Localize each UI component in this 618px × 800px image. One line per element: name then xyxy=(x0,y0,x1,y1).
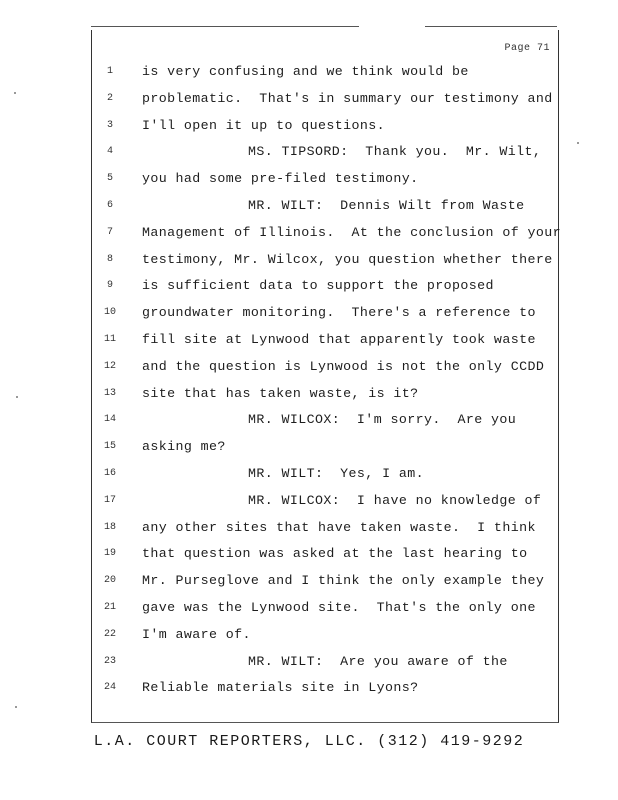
line-number: 19 xyxy=(103,548,116,560)
scan-speck xyxy=(16,396,18,398)
line-number: 12 xyxy=(103,360,116,372)
transcript-line-text: you had some pre-filed testimony. xyxy=(142,171,419,187)
transcript-line-text: MS. TIPSORD: Thank you. Mr. Wilt, xyxy=(248,144,542,160)
transcript-line-text: problematic. That's in summary our testimony and xyxy=(142,90,553,106)
transcript-line-text: gave was the Lynwood site. That's the only one xyxy=(142,600,536,615)
transcript-line-text: fill site at Lynwood that apparently took waste xyxy=(142,332,536,347)
scan-speck xyxy=(14,92,16,94)
transcript-line-text: MR. WILT: Are you aware of the xyxy=(248,653,508,669)
transcript-line-text: any other sites that have taken waste. I think xyxy=(142,519,536,535)
scan-speck xyxy=(15,706,17,708)
line-number: 9 xyxy=(106,280,113,292)
line-number: 17 xyxy=(103,494,116,506)
line-number: 3 xyxy=(106,119,113,131)
line-number: 16 xyxy=(103,468,116,479)
transcript-line-text: Mr. Purseglove and I think the only example they xyxy=(142,573,545,589)
transcript-line-text: I'm aware of. xyxy=(142,626,251,642)
line-number: 1 xyxy=(106,66,113,77)
transcript-line-text: MR. WILCOX: I have no knowledge of xyxy=(248,492,542,508)
transcript-line-text: testimony, Mr. Wilcox, you question whether there xyxy=(142,251,553,267)
scan-speck xyxy=(577,142,579,144)
transcript-line-text: is sufficient data to support the proposed xyxy=(142,278,494,294)
line-number: 7 xyxy=(106,226,113,238)
line-number: 11 xyxy=(103,334,116,345)
line-number: 18 xyxy=(103,521,116,533)
line-number: 24 xyxy=(103,682,116,694)
transcript-line-text: site that has taken waste, is it? xyxy=(142,385,419,401)
top-rule-left xyxy=(91,26,359,27)
line-number: 15 xyxy=(103,441,116,453)
transcript-line-text: and the question is Lynwood is not the only CCDD xyxy=(142,358,545,374)
line-number: 5 xyxy=(106,173,113,185)
transcript-line-text: Management of Illinois. At the conclusion of your xyxy=(142,224,561,240)
line-number: 2 xyxy=(106,92,113,104)
line-number: 6 xyxy=(106,200,113,211)
transcript-line-text: MR. WILT: Yes, I am. xyxy=(248,466,424,481)
transcript-line-text: groundwater monitoring. There's a reference to xyxy=(142,305,536,321)
line-number: 23 xyxy=(103,655,116,667)
line-number: 21 xyxy=(103,602,116,613)
transcript-line-text: that question was asked at the last hearing to xyxy=(142,546,528,562)
line-number: 4 xyxy=(106,146,113,158)
line-number: 10 xyxy=(103,307,116,319)
line-number: 22 xyxy=(103,628,116,640)
transcript-line-text: MR. WILCOX: I'm sorry. Are you xyxy=(248,412,517,428)
top-rule-right xyxy=(425,26,557,27)
line-number: 20 xyxy=(103,575,116,587)
transcript-line-text: asking me? xyxy=(142,439,226,455)
transcript-line-text: MR. WILT: Dennis Wilt from Waste xyxy=(248,198,525,213)
transcript-line-text: I'll open it up to questions. xyxy=(142,117,386,133)
transcript-page-frame xyxy=(91,30,559,723)
line-number: 8 xyxy=(106,253,113,265)
line-number: 13 xyxy=(103,387,116,399)
footer-reporter-name: L.A. COURT REPORTERS, LLC. (312) 419-9292 xyxy=(93,733,525,750)
transcript-line-text: Reliable materials site in Lyons? xyxy=(142,680,419,696)
page-number-label: Page 71 xyxy=(504,43,550,54)
transcript-line-text: is very confusing and we think would be xyxy=(142,64,469,79)
line-number: 14 xyxy=(103,414,116,426)
